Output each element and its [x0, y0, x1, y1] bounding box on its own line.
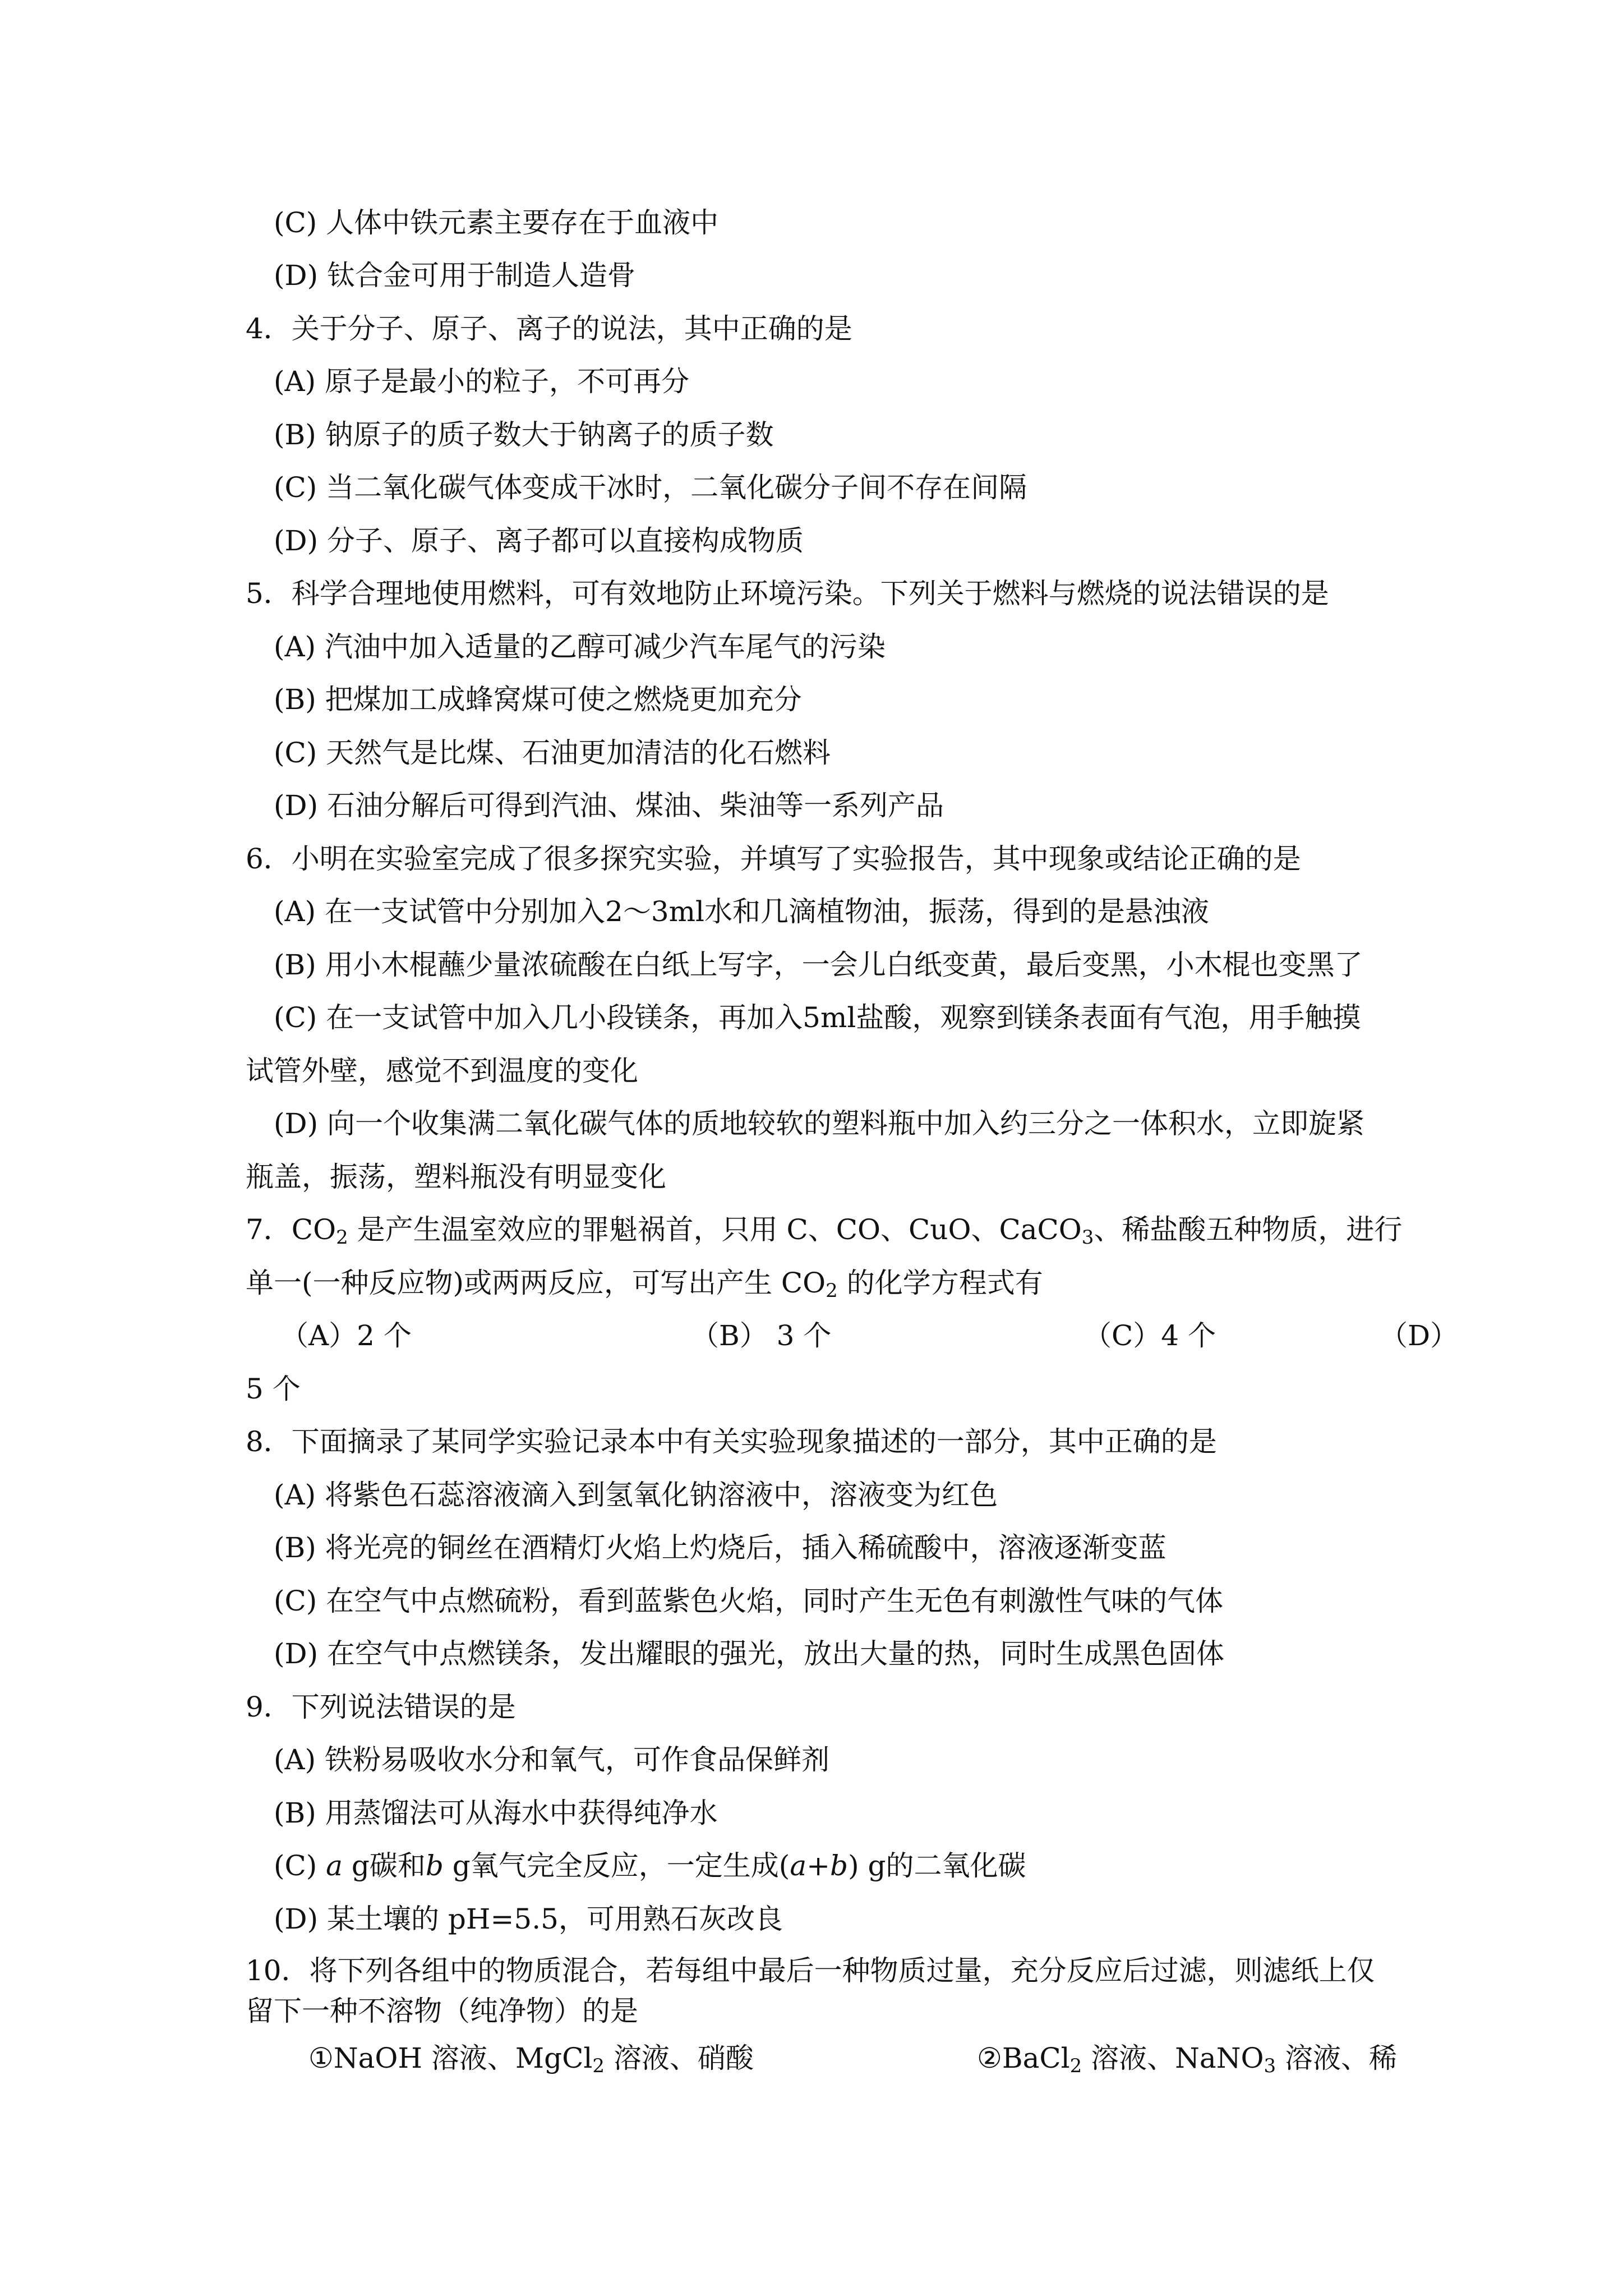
q4-option-c: (C) 当二氧化碳气体变成干冰时，二氧化碳分子间不存在间隔 — [274, 471, 1027, 504]
q5-option-d: (D) 石油分解后可得到汽油、煤油、柴油等一系列产品 — [274, 789, 944, 822]
q9-c-part: g氧气完全反应，一定生成( — [443, 1849, 790, 1882]
q6-option-a: (A) 在一支试管中分别加入2～3ml水和几滴植物油，振荡，得到的是悬浊液 — [274, 895, 1210, 928]
q6-option-c-line1: (C) 在一支试管中加入几小段镁条，再加入5ml盐酸，观察到镁条表面有气泡，用手触摸 — [274, 1001, 1361, 1034]
variable-a: a — [790, 1849, 807, 1882]
q4-stem: 4．关于分子、原子、离子的说法，其中正确的是 — [246, 312, 852, 345]
q5-stem: 5．科学合理地使用燃料，可有效地防止环境污染。下列关于燃料与燃烧的说法错误的是 — [246, 577, 1329, 610]
q9-option-c — [274, 1849, 1026, 1882]
q9-option-d: (D) 某土壤的 pH=5.5，可用熟石灰改良 — [274, 1903, 783, 1935]
q10-g2-part: 溶液、NaNO — [1082, 2042, 1264, 2074]
variable-b: b — [830, 1849, 849, 1882]
subscript: 2 — [336, 1226, 348, 1249]
q7-option-b: （B） 3 个 — [691, 1319, 832, 1352]
q4-option-b: (B) 钠原子的质子数大于钠离子的质子数 — [274, 418, 774, 451]
subscript: 3 — [1264, 2055, 1276, 2077]
q9-stem: 9．下列说法错误的是 — [246, 1691, 516, 1723]
q8-stem: 8．下面摘录了某同学实验记录本中有关实验现象描述的一部分，其中正确的是 — [246, 1425, 1217, 1458]
q8-option-c: (C) 在空气中点燃硫粉，看到蓝紫色火焰，同时产生无色有刺激性气味的气体 — [274, 1585, 1224, 1617]
q9-option-a: (A) 铁粉易吸收水分和氧气，可作食品保鲜剂 — [274, 1743, 830, 1776]
q10-group-2 — [977, 2042, 1398, 2077]
q9-c-part: (C) — [274, 1849, 326, 1882]
variable-b: b — [425, 1849, 444, 1882]
q10-stem-line1: 10．将下列各组中的物质混合，若每组中最后一种物质过量，充分反应后过滤，则滤纸上仅 — [246, 1954, 1375, 1987]
q7-stem-part: 是产生温室效应的罪魁祸首，只用 C、CO、CuO、CaCO — [348, 1213, 1082, 1246]
subscript: 2 — [1069, 2055, 1082, 2077]
q3-option-c: (C) 人体中铁元素主要存在于血液中 — [274, 206, 719, 239]
q7-stem-line2 — [246, 1267, 1043, 1302]
q5-option-c: (C) 天然气是比煤、石油更加清洁的化石燃料 — [274, 737, 831, 769]
q7-stem-part: 7．CO — [246, 1213, 336, 1246]
q10-g2-part: ②BaCl — [977, 2042, 1070, 2074]
q10-g2-part: 溶液、稀 — [1276, 2042, 1398, 2074]
q7-stem-part: 、稀盐酸五种物质，进行 — [1094, 1213, 1403, 1246]
q4-option-d: (D) 分子、原子、离子都可以直接构成物质 — [274, 524, 804, 557]
q6-stem: 6．小明在实验室完成了很多探究实验，并填写了实验报告，其中现象或结论正确的是 — [246, 843, 1301, 875]
q8-option-b: (B) 将光亮的铜丝在酒精灯火焰上灼烧后，插入稀硫酸中，溶液逐渐变蓝 — [274, 1531, 1166, 1564]
q9-c-part: ) g的二氧化碳 — [848, 1849, 1026, 1882]
q8-option-a: (A) 将紫色石蕊溶液滴入到氢氧化钠溶液中，溶液变为红色 — [274, 1479, 998, 1511]
q7-stem-part: 的化学方程式有 — [837, 1267, 1043, 1299]
q6-option-b: (B) 用小木棍蘸少量浓硫酸在白纸上写字，一会儿白纸变黄，最后变黑，小木棍也变黑了 — [274, 949, 1363, 981]
subscript: 2 — [826, 1280, 838, 1302]
q9-c-part: g碳和 — [342, 1849, 426, 1882]
q10-group-1 — [308, 2042, 754, 2077]
q8-option-d: (D) 在空气中点燃镁条，发出耀眼的强光，放出大量的热，同时生成黑色固体 — [274, 1637, 1224, 1670]
q6-option-d-line2: 瓶盖，振荡，塑料瓶没有明显变化 — [246, 1161, 666, 1193]
q7-option-c: （C）4 个 — [1083, 1319, 1216, 1352]
q7-stem-part: 单一(一种反应物)或两两反应，可写出产生 CO — [246, 1267, 826, 1299]
q7-option-d-continued: 5 个 — [246, 1373, 301, 1405]
q9-option-b: (B) 用蒸馏法可从海水中获得纯净水 — [274, 1797, 718, 1829]
q6-option-d-line1: (D) 向一个收集满二氧化碳气体的质地较软的塑料瓶中加入约三分之一体积水，立即旋紧 — [274, 1107, 1364, 1140]
q7-option-a: （A）2 个 — [280, 1319, 412, 1352]
q7-stem-line1 — [246, 1213, 1403, 1249]
q6-option-c-line2: 试管外壁，感觉不到温度的变化 — [246, 1055, 638, 1087]
plus-sign: + — [806, 1849, 831, 1882]
variable-a: a — [326, 1849, 343, 1882]
q7-option-d: （D） — [1380, 1319, 1459, 1352]
subscript: 2 — [592, 2055, 605, 2077]
subscript: 3 — [1081, 1226, 1094, 1249]
q10-stem-line2: 留下一种不溶物（纯净物）的是 — [246, 1995, 638, 2027]
q10-g1-part: 溶液、硝酸 — [604, 2042, 754, 2074]
q5-option-b: (B) 把煤加工成蜂窝煤可使之燃烧更加充分 — [274, 683, 802, 716]
q5-option-a: (A) 汽油中加入适量的乙醇可减少汽车尾气的污染 — [274, 631, 886, 663]
q4-option-a: (A) 原子是最小的粒子，不可再分 — [274, 365, 690, 398]
q3-option-d: (D) 钛合金可用于制造人造骨 — [274, 259, 635, 292]
q10-g1-part: ①NaOH 溶液、MgCl — [308, 2042, 593, 2074]
